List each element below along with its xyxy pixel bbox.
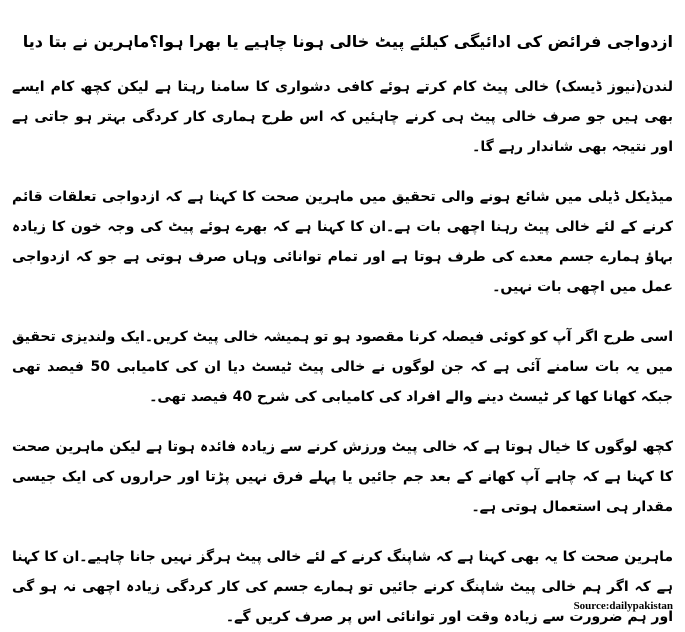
source-credit: Source:dailypakistan bbox=[573, 600, 673, 612]
paragraph-3: اسی طرح اگر آپ کو کوئی فیصلہ کرنا مقصود ہو تو ہمیشہ خالی پیٹ کریں۔ایک ولندیزی تحقیق میں یہ بات سامنے آئی ہے کہ جن لوگوں نے خالی پیٹ ٹیسٹ دیا ان کی کامیابی 50 فیصد تھی جبکہ کھانا کھا کر ٹیسٹ دینے والے افراد کی کامیابی کی شرح 40 فیصد تھی۔ bbox=[12, 329, 673, 405]
article-title: ازدواجی فرائض کی ادائیگی کیلئے پیٹ خالی ہونا چاہیے یا بھرا ہوا؟ماہرین نے بتا دیا bbox=[22, 32, 673, 51]
paragraph-1: لندن(نیوز ڈیسک) خالی پیٹ کام کرتے ہوئے کافی دشواری کا سامنا رہتا ہے لیکن کچھ کام ایسے بھی ہیں جو صرف خالی پیٹ ہی کرنے چاہئیں کہ اس طرح ہماری کار کردگی بہتر ہو جاتی ہے اور نتیجہ بھی شاندار رہے گا۔ bbox=[12, 79, 673, 155]
paragraph-2: میڈیکل ڈیلی میں شائع ہونے والی تحقیق میں ماہرین صحت کا کہنا ہے کہ ازدواجی تعلقات قائم کرنے کے لئے خالی پیٹ رہنا اچھی بات ہے۔ان کا کہنا ہے کہ بھرے ہوئے پیٹ کی وجہ خون کا زیادہ بہاؤ ہمارے جسم معدے کی طرف ہوتا ہے اور تمام توانائی وہاں صرف ہوتی ہے جو کہ ازدواجی عمل میں اچھی بات نہیں۔ bbox=[12, 189, 673, 295]
paragraph-5: ماہرین صحت کا یہ بھی کہنا ہے کہ شاپنگ کرنے کے لئے خالی پیٹ ہرگز نہیں جانا چاہیے۔ان کا کہنا ہے کہ اگر ہم خالی پیٹ شاپنگ کرنے جائیں تو ہمارے جسم کی کار کردگی زیادہ اچھی نہ ہو گی اور ہم ضرورت سے زیادہ وقت اور توانائی اس پر صرف کریں گے۔ bbox=[12, 549, 673, 625]
paragraph-4: کچھ لوگوں کا خیال ہوتا ہے کہ خالی پیٹ ورزش کرنے سے زیادہ فائدہ ہوتا ہے لیکن ماہرین صحت کا کہنا ہے کہ چاہے آپ کھانے کے بعد جم جائیں یا پہلے فرق نہیں پڑتا اور حراروں کی ایک جیسی مقدار ہی استعمال ہوتی ہے۔ bbox=[12, 439, 673, 515]
